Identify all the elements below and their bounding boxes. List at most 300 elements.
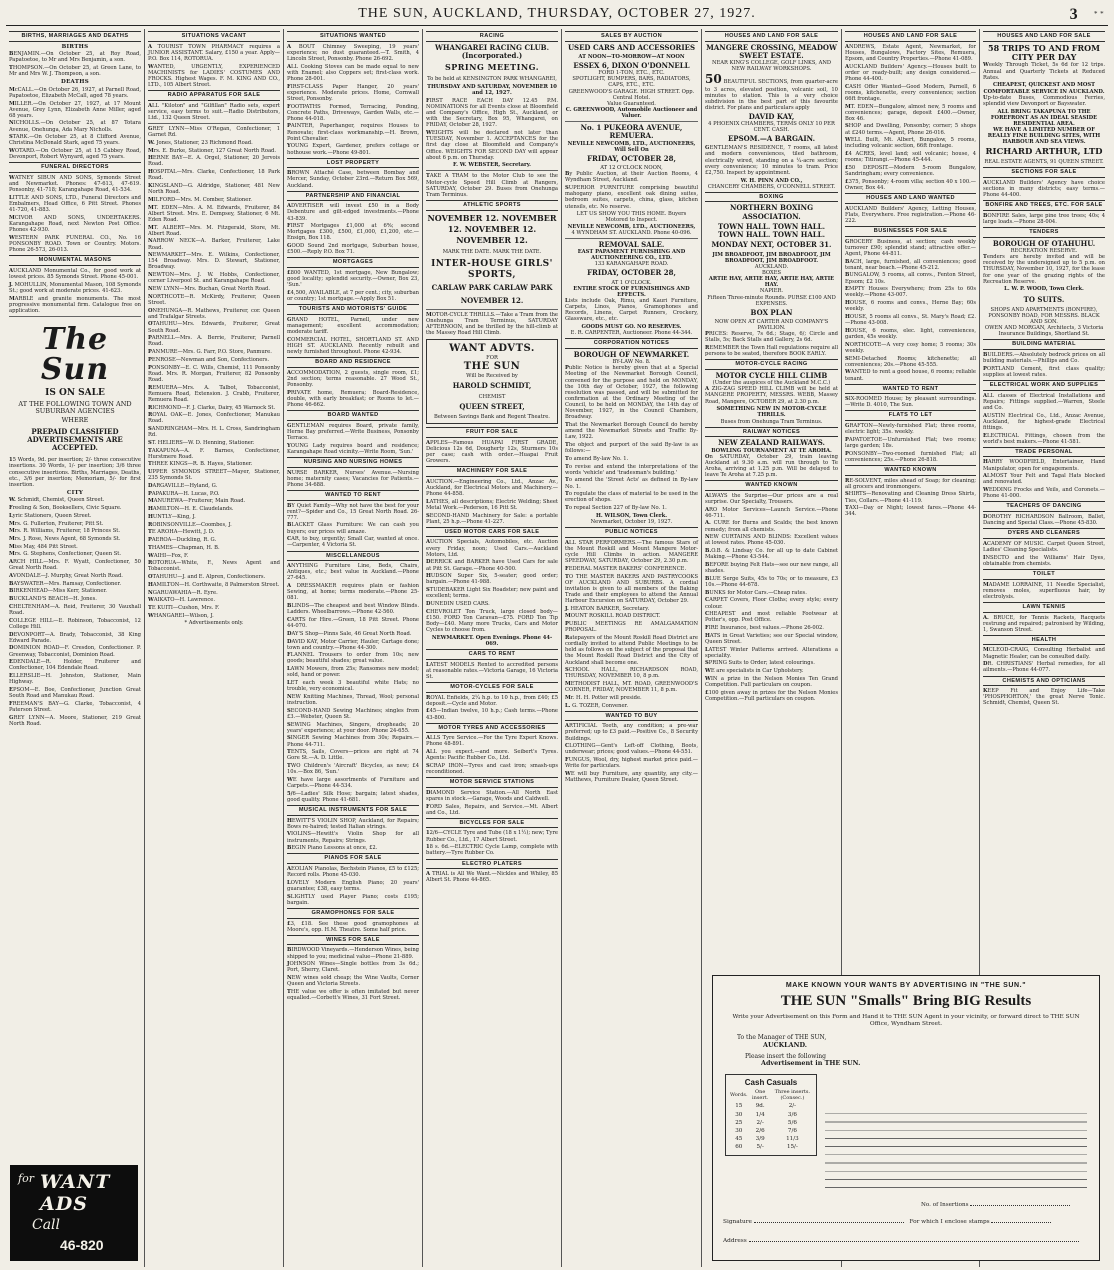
wanted-list [287,44,419,156]
tenders-title: TENDERS [983,227,1105,238]
list-item: AUCTION.—Engineering Co., Ltd., Anzac Av., Auckland, for Electrical Motors and Machinery.—Phone 44-858. [426,478,558,497]
list-item: WANTED to rent a good house, 6 rooms; reliable tenant. [845,369,976,382]
list-item: OTAHUHU—J. and E. Alpren, Confectioners. [148,574,266,581]
electro-list [426,871,558,883]
wilson: H. WILSON, Town Clerk. [596,512,667,519]
column-4 [423,29,562,1267]
shops: SHOPS AND APARTMENTS (BONFIRE), PONSONBY ROAD, FOR MESSRS. BLACK AND SON. [988,306,1100,326]
radio-list [148,103,280,121]
bowling: BOWLING TOURNAMENT AT TE AROHA. [711,447,832,454]
list-item: £375, Ponsonby; 4-room villa; section 40 x 100.—Owner, Box 44. [845,178,976,191]
broadfoot: JIM BROADFOOT, JIM BROADFOOT, JIM BROADFOOT, JIM BROADFOOT. [712,251,831,264]
chemist-list [983,688,1105,706]
flats-list [845,423,976,463]
auction-body: SUPERIOR FURNITURE comprising beautiful mahogany piano, excellent oak dining suites, bedroom suites, carpets, china, glass, kitchen utensils, etc. No reserve. [565,185,698,210]
list-item: DARGAVILLE—Hyland, G. [148,483,218,490]
list-item: GROCERY Business, at section; cash weekly turnover £90; splendid stand; attractive offer.—Agent, Phone 44-811. [845,238,976,257]
city-title: CITY [66,489,84,496]
list-item: ANDREWS, Estate Agent, Newmarket, for Houses, Bungalows, Factory Sites, Remuera, Epsom, and Country Properties.—Phone 41-089. [845,43,976,62]
list-item: A TOURIST TOWN PHARMACY requires a JUNIOR ASSISTANT. Salary, £150 a year. Apply—P.O. Box 114, ROTORUA. [148,43,280,62]
rate-cell-words: 25 [735,1119,743,1126]
list-item: NEW wines sold cheap; the Wine Vaults, Corner Queen and Victoria Streets. [287,975,419,988]
rate-cell-one: 2/- [756,1119,764,1126]
houses-title-6: HOUSES AND LAND FOR SALE [705,31,838,42]
list-item: ROTORUA—White, F., News Agent and Tobacconist. [148,560,280,573]
hill-climb: MOTOR CYCLE HILL CLIMB [715,370,828,380]
list-item: BY Quiet Family—Why not have the best for your rent?—Spider and Co., 15 Great North Road. 26-777. [287,502,419,521]
list-item: BUNKS for Motor Cars.—Cheap rates. [705,589,807,596]
list-item: CASH Offer Wanted—Good Modern, Parnell, 6 rooms, kitchenette, every convenience; section 66ft frontage. [845,83,976,102]
houses-list-7 [845,44,976,192]
column-5 [562,29,702,1267]
list-item: AUCKLAND Builders' Agency.—Houses built to order or ready-built; any design considered.—Phone 44-400. [845,63,976,82]
rate-cell-words: 30 [735,1128,743,1135]
newcombe: NEVILLE NEWCOMB, LTD., AUCTIONEERS, Will Sell On [567,140,696,153]
want-advts-box [426,339,558,424]
list-item: LET each week 3 beautiful white Hats; no trouble, very economical. [287,680,419,693]
wyndham: 4 WYNDHAM ST. AUCKLAND. Phone 40-096. [571,229,692,236]
essex-ad: ESSEX 6, DIXON O'DONNELL [573,60,690,70]
rate-cell-three: 15/- [786,1144,798,1151]
list-item: NORTHCOTE—R. McKirdy, Fruiterer, Queen Street. [148,293,280,306]
list-item: MT. ALBERT—Mrs. M. Fitzgerald, Store, Mt. Albert Road. [148,224,280,237]
building-list [983,352,1105,378]
trips-body: Weekly Through Ticket, 5s 6d for 12 trips. Annual and Quarterly Tickets at Reduced Rates. [983,62,1105,81]
list-item: STUDEBAKER Light Six Roadster; new paint and excellent; terms. [426,587,558,600]
list-item: CARTS for Hire.—Green, 18 Pitt Street. Phone 44-070. [287,616,419,630]
list-item: FIRST-CLASS Paper Hanger, 20 years' experience. Moderate prices. Home, Cornwall Street, Ponsonby. [287,83,419,102]
list-item: BLUE Serge Suits, 45s to 70s; or to measure, £3 10s.—Phone 44-678. [705,575,838,588]
used-cars-list [426,539,558,607]
bonfire-title: BONFIRE AND TREES, ETC. FOR SALE [983,200,1105,211]
flats-title: FLATS TO LET [845,410,976,421]
list-item: ALMOST Your Felt and Tagal Hats blocked and renovated. [983,473,1105,486]
athletic-title: ATHLETIC SPORTS [426,200,558,211]
list-item: PONSONBY—E. C. Wills, Chemist, 111 Ponsonby Road. Mrs. R. Morgan, Fruiterer, 82 Ponsonby Road. [148,364,280,383]
list-item: WELL Built, Mt. Albert, Bungalow, 5 rooms, including volcanic section, 66ft frontage. [845,137,976,150]
list-item: WANTED, URGENTLY, EXPERIENCED MACHINISTS for LADIES' COSTUMES AND FROCKS. Highest Wages. F. M. KING AND CO., LTD., 105 Albert Street. [148,63,280,88]
karangahape: 133 KARANGAHAPE ROAD. [594,261,669,268]
pianos-list [287,866,419,906]
list-item: ST. HELIERS—W. D. Henning, Stationer. [148,439,255,446]
list-item: ADVERTISER will invest £50 in a Body Debenture and gilt-edged investments.—Phone 43-839. [287,203,419,222]
list-item: HUNTLY—King, J. [148,513,196,520]
list-item: THOMPSON.—On October 25, at Green Lane, to Mr and Mrs W. J. Thompson, a son. [9,64,141,78]
list-item: BAYSWATER—Mrs. Ramsay, Confectioner. [9,580,122,587]
rate-row [729,1119,813,1127]
list-item: AUCKLAND Monumental Co., for good work at lowest prices. 85 Symonds Street. Phone 45-001. [9,267,141,280]
list-item: LATEST Winter Patterns arrived. Alterations a speciality. [705,646,838,659]
list-item: GREY LYNN—A. Moore, Stationer, 219 Great North Road. [9,714,141,727]
nov-dates: NOVEMBER 12. NOVEMBER 12. NOVEMBER 12. NOVEMBER 12. [427,212,557,245]
want-ads-word-2: ADS [40,1193,88,1215]
list-item: CLOTHING—Gent's Left-off Clothing, Boots, underwear; prices; good values.—Phone 44-551. [565,743,698,756]
rate-cell-three: 2/- [788,1103,797,1110]
enclose-label: For which I enclose stamps [909,1219,990,1225]
health-list [983,647,1105,673]
list-item: HERNE BAY—E. A. Orgel, Stationer, 20 Jervois Road. [148,155,280,168]
sections-title: SECTIONS FOR SALE [983,167,1105,178]
schmidt: HAROLD SCHMIDT, [452,381,532,391]
rent-wanted-list [845,396,976,408]
list-item: NARROW NECK—A. Barker, Fruiterer, Lake Road. [148,238,280,251]
list-item: WAIHI—Fox, F. [148,552,189,559]
box-plan: BOX PLAN [750,307,793,317]
mark-date: MARK THE DATE. MARK THE DATE. [442,249,542,256]
situations-wanted-title: SITUATIONS WANTED [287,31,419,42]
rate-cell-words: 45 [735,1136,743,1143]
machinery-list [426,479,558,525]
list-item: TE KUITI—Cushon, Mrs. F. [148,604,220,611]
newmarket-date: Newmarket, October 19, 1927. [590,518,673,525]
lawn-list [983,615,1105,633]
buses: Buses from Onehunga Tram Terminus. [720,418,823,425]
rates-col-three: Three inserts. (Consec.) [774,1089,811,1101]
vacant-list [148,44,280,88]
spotlight-ad: SPOTLIGHT, BUMPERS, BARS, RADIATORS, CAPS, ETC., ETC. [572,76,691,89]
list-item: PRIVATE home, Remuera; Board-Residence, double, with early breakfast; or Rooms to let.—Phone 46-662. [287,389,419,408]
list-item: SEMI-Detached Rooms; kitchenette; all conveniences; 20s.—Phone 45-555. [845,355,976,368]
list-item: OTAHUHU—Mrs. Edwards, Fruiterer, Great South Road. [148,321,280,334]
wanted-known-title-7: WANTED KNOWN [845,465,976,476]
list-item: SLIGHTLY used Player Piano; costs £195; bargain. [287,893,419,906]
used-cars-header: USED CARS AND ACCESSORIES [567,42,696,52]
births-title: BIRTHS [61,43,89,50]
page-number: 3 [1069,6,1078,23]
list-item: DR. CHRISTIANS' Herbal remedies, for all ailments.—Phone 44-077. [983,661,1105,674]
bowling-body: On SATURDAY, October 29, train leaving Auckland at 9.30 a.m. will run through to Te Aroha, arriving at 1.25 p.m. Will be delayed to leave Te Aroha at 7.25 p.m. [705,453,838,479]
epsom-body: GENTLEMAN'S RESIDENCE, 7 rooms, all latest and modern conveniences, tiled bathroom, electrically wired, standing on a ¼-acre section; every convenience; 10 minutes to tram. Price £2,750. Inspect by appointment. [705,145,838,176]
list-item: NEW CURTAINS AND BLINDS: Excellent values at lowest rates. Phone 45-030. [705,534,838,547]
list-item: NEWTON—Mrs. J. W. Hobbs, Confectioner, corner Liverpool St. and Karangahape Road. [148,272,280,285]
list-item: ANYTHING Furniture Line, Beds, Chairs, Antiques, etc.; best value in Auckland.—Phone 27-645. [287,563,419,582]
list-item: TE AROHA—Hewitt, J. D. [148,529,215,536]
signature-label: Signature [723,1219,752,1225]
list-item: SIX-ROOMED House; by pleasant surroundings.—Write D. 4010, The Sun. [845,396,976,409]
list-item: SEWING Machines, Singers, dropheads; 20 years' experience; at your door. Phone 24-655. [287,721,419,734]
list-item: CARPET Covers, Floor Cloths; every style; every colour. [705,597,838,610]
deaths-title: DEATHS [61,79,89,86]
list-item: STARK.—On October 25, at 8 Clifford Avenue, Christina McDonald Stark, aged 75 years. [9,134,141,147]
list-item: ELECTRICAL Fittings, chosen from the world's best makers.—Phone 41-581. [983,432,1105,445]
chancery: CHANCERY CHAMBERS, O'CONNELL STREET. [707,183,836,190]
east-papament: EAST PAPAMENT FURNISHING AND AUCTIONEERING CO., LTD. [577,249,686,262]
rate-cell-three: 7/6 [787,1128,797,1135]
column-3 [284,29,423,1267]
bylaw: BY-LAW No. 8. [612,359,651,366]
col3-footer: THE value we offer is often imitated but never equalled.—Corbett's Wines, 31 Fort Street. [287,988,419,1002]
monumental-title: MONUMENTAL MASONS [9,255,141,266]
toilet-title: TOILET [983,569,1105,580]
list-item: BUILDERS.—Absolutely bedrock prices on all building materials.—Phillips and Co. [983,352,1105,365]
personal-list [983,459,1105,499]
list-item: £4,500, AVAILABLE, at 7 per cent.; city, suburban or country; 1st mortgage.—Apply Box 51. [287,290,419,303]
rate-cell-one: 3/9 [755,1136,765,1143]
time-1: AT 12 O'CLOCK NOON, [600,165,663,172]
list-item: ARTIFICIAL Teeth, any condition; a pre-war preferred; up to £3 paid.—Positive Co., 8 Security Buildings. [565,723,698,742]
list-item: To amend By-law No. 1. [565,455,629,462]
board-wanted-list [287,423,419,455]
november-12: NOVEMBER 12. [460,295,524,305]
deaths-list [9,87,141,161]
girls-sports: INTER-HOUSE GIRLS' SPORTS, [431,259,553,280]
coupon-make-known: MAKE KNOWN YOUR WANTS BY ADVERTISING IN "THE SUN." [785,982,1027,989]
list-item: FLANNEL Trousers to order from 10s; new goods; beautiful shades; great value. [287,652,419,665]
electric-title: ELECTRICAL WORK AND SUPPLIES [983,380,1105,391]
list-item: DAY'S Shop—Pinns Sale, 46 Great North Road. [287,630,412,637]
no-of-insertions-label: No. of Insertions [921,1202,969,1208]
list-item: DAVID KAY, Motor Carrier, Hauler, Cartage done; town and country.—Phone 44-300. [287,638,419,651]
rate-cell-three: 3/6 [787,1111,797,1118]
list-item: PANMURE—Mrs. G. Farr, P.O. Store, Panmure. [148,349,272,356]
no-of-insertions[interactable] [921,1202,1070,1209]
list-item: COMMERCIAL HOTEL, SHORTLAND ST. AND HIGH ST. AUCKLAND. Recently rebuilt and newly furnished throughout. Phone 42-934. [287,336,419,356]
list-item: NEW LYNN—Mrs. Buchan, Great North Road. [148,286,271,293]
electro-title: ELECTRO PLATERS [426,859,558,870]
radio-title: RADIO APPARATUS FOR SALE [148,90,280,101]
list-item: Ratepayers of the Mount Roskill Road District are cordially invited to attend Public Meetings to be held as follows on the subject of the proposal that the Mount Roskill Road District and the City of Auckland shall become one. [565,635,698,666]
list-item: WOTARD.—On October 25, at 15 Cabbey Road, Devonport, Robert Wynyard, aged 75 years. [9,148,141,161]
list-item: LATHES, all descriptions; Electric Welding; Sheet Metal Work.—Pederson, 16 Pitt St. [426,498,558,511]
tyres-title: MOTOR TYRES AND ACCESSORIES [426,723,558,734]
list-item: MOUNT ROSKILL ROAD DISTRICT. [565,613,661,620]
race-details: FIRST RACE EACH DAY 12.45 P.M. NOMINATIONS for all Events close at Bloomfield and Company's Office, High St., Auckland, or with the Secretary, Box 95, Whangarei, on FRIDAY, October 28, 1927. [426,97,558,129]
gramophones-title: GRAMOPHONES FOR SALE [287,908,419,919]
board-wanted-title: BOARD WANTED [287,410,419,421]
list-item: KEEP Fit and Enjoy Life—Take 'PHOSPHORTON,' the great Nerve Tonic. Schmidt, Chemist, Queen St. [983,688,1105,707]
coupon-auckland: AUCKLAND. [763,1040,808,1049]
list-item: BIRDWOOD Vineyards.—Henderson Wines, being shipped to you; medicinal value—Phone 21-889. [287,947,419,960]
list-item: SCRAP IRON—Tyres and cast iron; smash-ups reconditioned. [426,762,558,776]
health-title: HEALTH [983,635,1105,646]
rate-row [729,1135,813,1143]
list-item: ALLS Tyre Service.—For the Tyre Expert Knows. Phone 48-891. [426,735,558,748]
list-item: BEGIN Piano Lessons at once, £2. [287,845,378,852]
list-item: BLINDS—The cheapest and best Window Blinds. Ladders. Wheelbarrows.—Phone 42-560. [287,603,419,616]
section-bmd-title: BIRTHS, MARRIAGES AND DEATHS [9,31,141,42]
list-item: ROYAL Enfields, 2¼ h.p. to 10 h.p., from £40; £5 deposit.—Cycle and Motor. [426,694,558,707]
zigzag: A ZIG-ZAG SPEED HILL CLIMB will be held at MANGERE PROPERTY, MESSRS. WEBB, Massey Road, Mangere, OCTOBER 29, at 2.30 p.m. [705,386,838,405]
situations-vacant-title: SITUATIONS VACANT [148,31,280,42]
list-item: GOOD Sound 2nd mortgage, Suburban house, £500.—Reply P.O. Box 71. [287,243,419,256]
list-item: SHOP and Dwelling, Ponsonby; corner; 5 shops at £240 terms.—Agent, Phone 26-016. [845,123,976,136]
list-item: BACH, large, furnished, all conveniences; good tenant, near beach.—Phone 45-212. [845,258,976,271]
personal-title: TRADE PERSONAL [983,447,1105,458]
list-item: To amend the 'Street Acts' as defined in By-law No. 1. [565,477,698,490]
race-weights: WEIGHTS will be declared not later than TUESDAY, November 1. ACCEPTANCES for the first day close at Bloomfield and Company's Office. WEIGHTS FOR SECOND DAY will appear about 6 p.m. on Thursday. [426,130,558,161]
list-item: TAXI—Day or Night; lowest fares.—Phone 44-344. [845,505,976,518]
musical-title: MUSICAL INSTRUMENTS FOR SALE [287,805,419,816]
list-item: To repeal Section 227 of By-law No. 1. [565,505,667,512]
list-item: BUNGALOW, 5 rooms, all convs., Fenton Street, Epsom; £2 10s. [845,272,976,285]
list-item: PAEROA—Duckling, R. G. [148,537,217,544]
dancing-list [983,514,1105,526]
sun-logo: The Sun [40,321,110,387]
schmidt-chemist: CHEMIST [478,393,506,400]
nursing-title: NURSING AND NURSING HOMES [287,457,419,468]
list-item: J. MOHULLIN, Monumental Mason, 108 Symonds St.; good work at moderate prices. 41-623. [9,281,141,294]
list-item: THAMES—Chapman, H. B. [148,544,220,551]
list-item: B.O.B. & Lindsay Co. for all up to date Cabinet Making.—Phone 43-544. [705,548,838,561]
pukeora: No. 1 PUKEORA AVENUE, REMUERA. [580,123,683,141]
list-item: MT. EDEN—Mrs. A. M. Edwards, Fruiterer, 84 Albert Street. Mrs. E. Dempsey, Stationer, 6 Mt. Eden Road. [148,204,280,223]
time-2: AT 1 O'CLOCK. [611,279,652,286]
lawn-title: LAWN TENNIS [983,602,1105,613]
friday-2: FRIDAY, OCTOBER 28, [587,268,676,278]
wanted-known-list-7 [845,478,976,518]
list-item: UPPER SYMONDS STREET—Mayer, Stationer, 235 Symonds St. [148,469,280,482]
wanted-known-title: WANTED KNOWN [705,480,838,491]
list-item: SECOND-HAND Sewing Machines; singles from £3.—Webster, Queen St. [287,707,419,720]
sun-agencies-box [9,319,141,457]
list-item: ACADEMY OF MUSIC. Carpet Queen Street, Ladies' Cleaning Specialists. [983,540,1105,553]
sections-list [983,180,1105,198]
list-item: BROWN Attaché Case, between Bombay and Mercer, Sunday, October 23rd.—Return Box 569, Auckland. [287,170,419,189]
corporation-title: CORPORATION NOTICES [565,338,698,349]
want-advts-received: Will be Received by [466,373,518,380]
now-open: NOW OPEN AT CARTER AND COMPANY'S PAVILION. [714,319,829,332]
rates-text: 15 Words, 9d. per insertion; 2/- three consecutive insertions. 30 Words, 1/- per insertion; 3/6 three consecutive insertions. Births, Marriages, Deaths, etc., 3/6 per insertion; Memoriam, 5/- for first insertion. [9,457,141,488]
list-item: NURSE BARKER, Nurses' Avenue.—Nursing home; maternity cases; Vacancies for Patients.—Phone 34-688. [287,469,419,488]
list-item: YOUNG Expert, Gardener, prefers cottage or hothouse work.—Phone 49-801. [287,143,419,156]
carpenter: E. R. CARPENTER, Auctioneer. Phone 44-344. [570,330,693,337]
list-item: £45—Indian twelve, 10 h.p.; Cash terms.—Phone 43-800. [426,708,558,721]
list-item: METHODIST HALL, MT. ROAD, GREENWOOD'S CORNER, FRIDAY, NOVEMBER 11, 8 p.m. [565,681,698,694]
lost-list [287,170,419,188]
list-item: JOHNSON Wines—Single bottles from 3s 6d.; Port, Sherry, Claret. [287,961,419,974]
list-item: PAINTER, Paperhanger, requires Houses to Renovate; first-class workmanship.—H. Brown, Point Chevalier. [287,123,419,142]
misc-title: MISCELLANEOUS [287,551,419,562]
list-item: NEW Knitting Machines, Thread, Wool; personal instruction. [287,693,419,706]
mangere: MANGERE CROSSING, MEADOW SWEET ESTATE. [706,42,837,60]
list-item: RICHMOND—F. J. Clarke, Dairy, 45 Warnock St. [148,404,276,411]
pianos-title: PIANOS FOR SALE [287,853,419,864]
list-item: TO THE MASTER BAKERS AND PASTRYCOOKS OF AUCKLAND AND SUBURBS. A cordial invitation is given to all members of the Baking Trade and their employees to attend the Annual Harbour Excursion on SATURDAY, October 29. [565,573,698,604]
list-item: WIN a prize in the Nelson Monies Ten Grand Competition. Full particulars on coupon. [705,675,838,689]
motorcycle-title: MOTOR-CYCLE RACING [705,359,838,370]
removal: REMOVAL SALE. [598,239,665,249]
list-item: ARCH HILL—Mrs. F. Wyatt, Confectioner, 50 Great North Road. [9,559,141,572]
mortgages-title: MORTGAGES [287,257,419,268]
fifteen-rounds: Fifteen Three-minute Rounds. PURSE £100 AND EXPENSES. [707,294,836,307]
ferries: Up-to-date Buses, Commodious Ferries, splendid view Devonport or Bayswater. [983,94,1105,107]
list-item: Mrs. J. Rose, News Agent, 68 Symonds St. [9,535,121,542]
rent-list [287,503,419,549]
list-item: To regulate the class of material to be used in the erection of shops. [565,491,698,504]
col2-footer: * Advertisements only. [184,620,244,627]
list-item: HOUSE, 6 rooms and convs., Herne Bay; 60s weekly. [845,300,976,313]
list-item: £100 given away in prizes for the Nelson Monies Competition.—Full particulars on coupon. [705,689,838,702]
address-row[interactable] [723,1238,1091,1245]
list-item: MCLEOD-CRAIG, Consulting Herbalist and Magnetic Healer, can be consulted daily. [983,647,1105,660]
rate-cell-three: 5/6 [787,1119,797,1126]
business-list [845,239,976,382]
want-ads-phone: 46-820 [60,1237,104,1253]
list-item: RE-SOLVENT, miles ahead of Soap; for cleaning; all grocers and ironmongers. [845,477,976,490]
racing-club: WHANGAREI RACING CLUB. (Incorporated.) [434,42,550,60]
list-item: HARRY WOODFIELD, Entertainer, Hand Manipulator, open for engagements. [983,459,1105,472]
list-item: A. CURE for Burns and Scalds; the best known remedy; from all chemists. [705,520,838,533]
list-item: BLACKET Glass Furniture: We can cash you buyers; our prices will amaze. [287,522,419,535]
cycles-list [426,695,558,721]
list-item: BUCKLAND'S BEACH—H. Jones. [9,596,97,603]
bonfire-list [983,213,1105,225]
list-item: £4 ACRES, level land; soil volcanic; house, 4 rooms; Titirangi.—Phone 45-444. [845,151,976,164]
list-item: Mrs. R. Williams, Fruiterer, 18 Princes St. [9,528,121,535]
list-item: AUCKLAND Builders' Agency, Letting Houses, Flats, Everywhere. Free registration.—Phone 46-222. [845,205,976,224]
list-item: SPRING Suits to Order; latest colourings. [705,660,815,667]
trips: 58 TRIPS TO AND FROM CITY PER DAY [988,42,1100,63]
list-item: FOOTPATHS Formed, Terracing, Ponding, Concrete Paths, Driveways, Garden Walls, etc.—Phone 44-018. [287,103,419,122]
list-item: PAPAKURA—H. Lucas, P.O. [148,490,220,497]
list-item: DOROTHY RICHARDSON Ballroom, Ballet, Dancing and Special Class.—Phone 45-830. [983,514,1105,527]
list-item: HAMILTON—H. Corthwaite, 8 Palmerston Street. [148,581,280,588]
list-item: TENTS, Sails, Covers—prices are right at 74 Gore St.—A. D. Little. [287,749,419,762]
signature-row[interactable] [723,1219,1091,1226]
list-item: GENTLEMAN requires Board, private family, Herne Bay preferred.—Write Business, Ponsonby Terrace. [287,422,419,441]
rate-cell-words: 15 [735,1103,743,1110]
list-item: INSECTO and the Williams' Hair Dyes, obtainable from chemists. [983,554,1105,567]
list-item: EMPTY Houses Everywhere; from 25s to 60s weekly.—Phone 43-007. [845,286,976,299]
fifty-body: BEAUTIFUL SECTIONS, from quarter-acre to 3 acres, elevated position, volcanic soil, 10 minutes to station. This is a very choice subdivision in the best part of this favourite district. For plans and particulars apply [705,79,838,111]
ad-text-lines[interactable] [825,1106,1087,1194]
list-item: LITTLE AND SONS, LTD., Funeral Directors and Embalmers, Head Office, 6 Pitt Street. Phones 41-720, 41-883. [9,194,141,214]
monumental-list [9,268,141,314]
lost-title: LOST PROPERTY [287,158,419,169]
want-ads-for: for [18,1172,34,1185]
cars-rent-list [426,662,558,680]
fruit-title: FRUIT FOR SALE [426,427,558,438]
chev-ad: CHEVROLET Ton Truck, large closed body—£150. FORD Ton Caravan—£75. FORD Ton Tip Body—£40. Many more Trucks, Cars and Motor Cycles to choose from. [426,608,558,633]
list-item: ALL STAR PERFORMERS.—The famous Stars of the Mount Roskill and Mount Mangere Motor-cycle Hill Climbs in action. MANGERE SPEEDWAY, SATURDAY, October 29, 2.30 p.m. [565,539,698,565]
list-item: MCIVOR AND SONS, UNDERTAKERS. Karangahape Road, next Newton Post Office. Phones 42-930. [9,214,141,234]
want-ads-word-1: WANT [40,1171,111,1193]
sun-where: WHERE [61,415,89,424]
cleaners-title: DYERS AND CLEANERS [983,528,1105,539]
list-item: L. G. TOZER, Convener. [565,702,629,709]
real-estate: REAL ESTATE AGENTS, 91 QUEEN STREET. [984,159,1104,166]
list-item: 18 s. 6d.—ELECTRIC Cycle Lamp, complete with battery.—Tyre Rubber Co. [426,844,558,857]
carlaw-park: CARLAW PARK CARLAW PARK [431,283,553,293]
list-item: MANUREWA—Fruiterer, Main Road. [148,498,246,505]
partnership-list [287,203,419,255]
list-item: WESTERN PARK FUNERAL CO., No. 16 PONSONBY ROAD. Town or Country. Motors. Phone 26-573, 26-013. [9,234,141,254]
list-item: VIOLINS—Hewitt's Violin Shop for all instruments, Repairs; Strings. [287,831,419,844]
public-list [565,540,698,709]
list-item: WE will buy Furniture, any quantity, any city.—Matthews, Furniture Dealer, Queen Street. [565,771,698,784]
garage-ad: GREENWOOD'S GARAGE. HIGH STREET. Opp. Central Hotel. [568,88,695,101]
list-item: AUCTION Specials, Automobiles, etc. Auction every Friday, noon; Used Cars.—Auckland Motors, Ltd. [426,539,558,558]
list-item: SANDRINGHAM—Mrs. H. L. Cross, Sandringham Rd. [148,426,280,439]
service-title: MOTOR SERVICE STATIONS [426,777,558,788]
list-item: Lyric Stationers, Queen Street. [9,512,92,519]
list-item: KINGSLAND—G. Aldridge, Stationer, 481 New North Road. [148,183,280,196]
list-item: PARNELL—Mrs. A. Berrie, Fruiterer, Parnell Road. [148,335,280,348]
list-item: W. Schmidt, Chemist, Queen Street. [9,497,105,504]
list-item: DEVONPORT—A. Brady, Tobacconist, 38 King Edward Parade. [9,631,141,644]
list-item: ROYAL OAK—E. Jones, Confectioner, Manukau Road. [148,412,280,425]
coupon-headline: THE SUN "Smalls" Bring BIG Results [780,993,1032,1010]
list-item: 5/6—Ladies' Silk Hose; bargain; latest shades, good quality. Phone 41-681. [287,790,419,803]
cycles-title: MOTOR-CYCLES FOR SALE [426,682,558,693]
chemist-title: CHEMISTS AND OPTICIANS [983,676,1105,687]
owen-morgan: OWEN AND MORGAN, Architects, 3 Victoria Insurance Buildings, Shortland St. [984,325,1104,338]
rates-table [729,1089,813,1152]
list-item: CHEAPEST and most reliable Footwear at Potter's, opp. Post Office. [705,611,838,624]
list-item: WATNEY SIBUN AND SONS, Symonds Street and Newmarket. Phones: 47-613, 47-619. Ponsonby, 41-718; Karangahape Road, 41-534. [9,175,141,194]
list-item: Mrs. E. Burke, Stationer, 127 Great North Road. [148,147,277,154]
public-title: PUBLIC NOTICES [565,527,698,538]
